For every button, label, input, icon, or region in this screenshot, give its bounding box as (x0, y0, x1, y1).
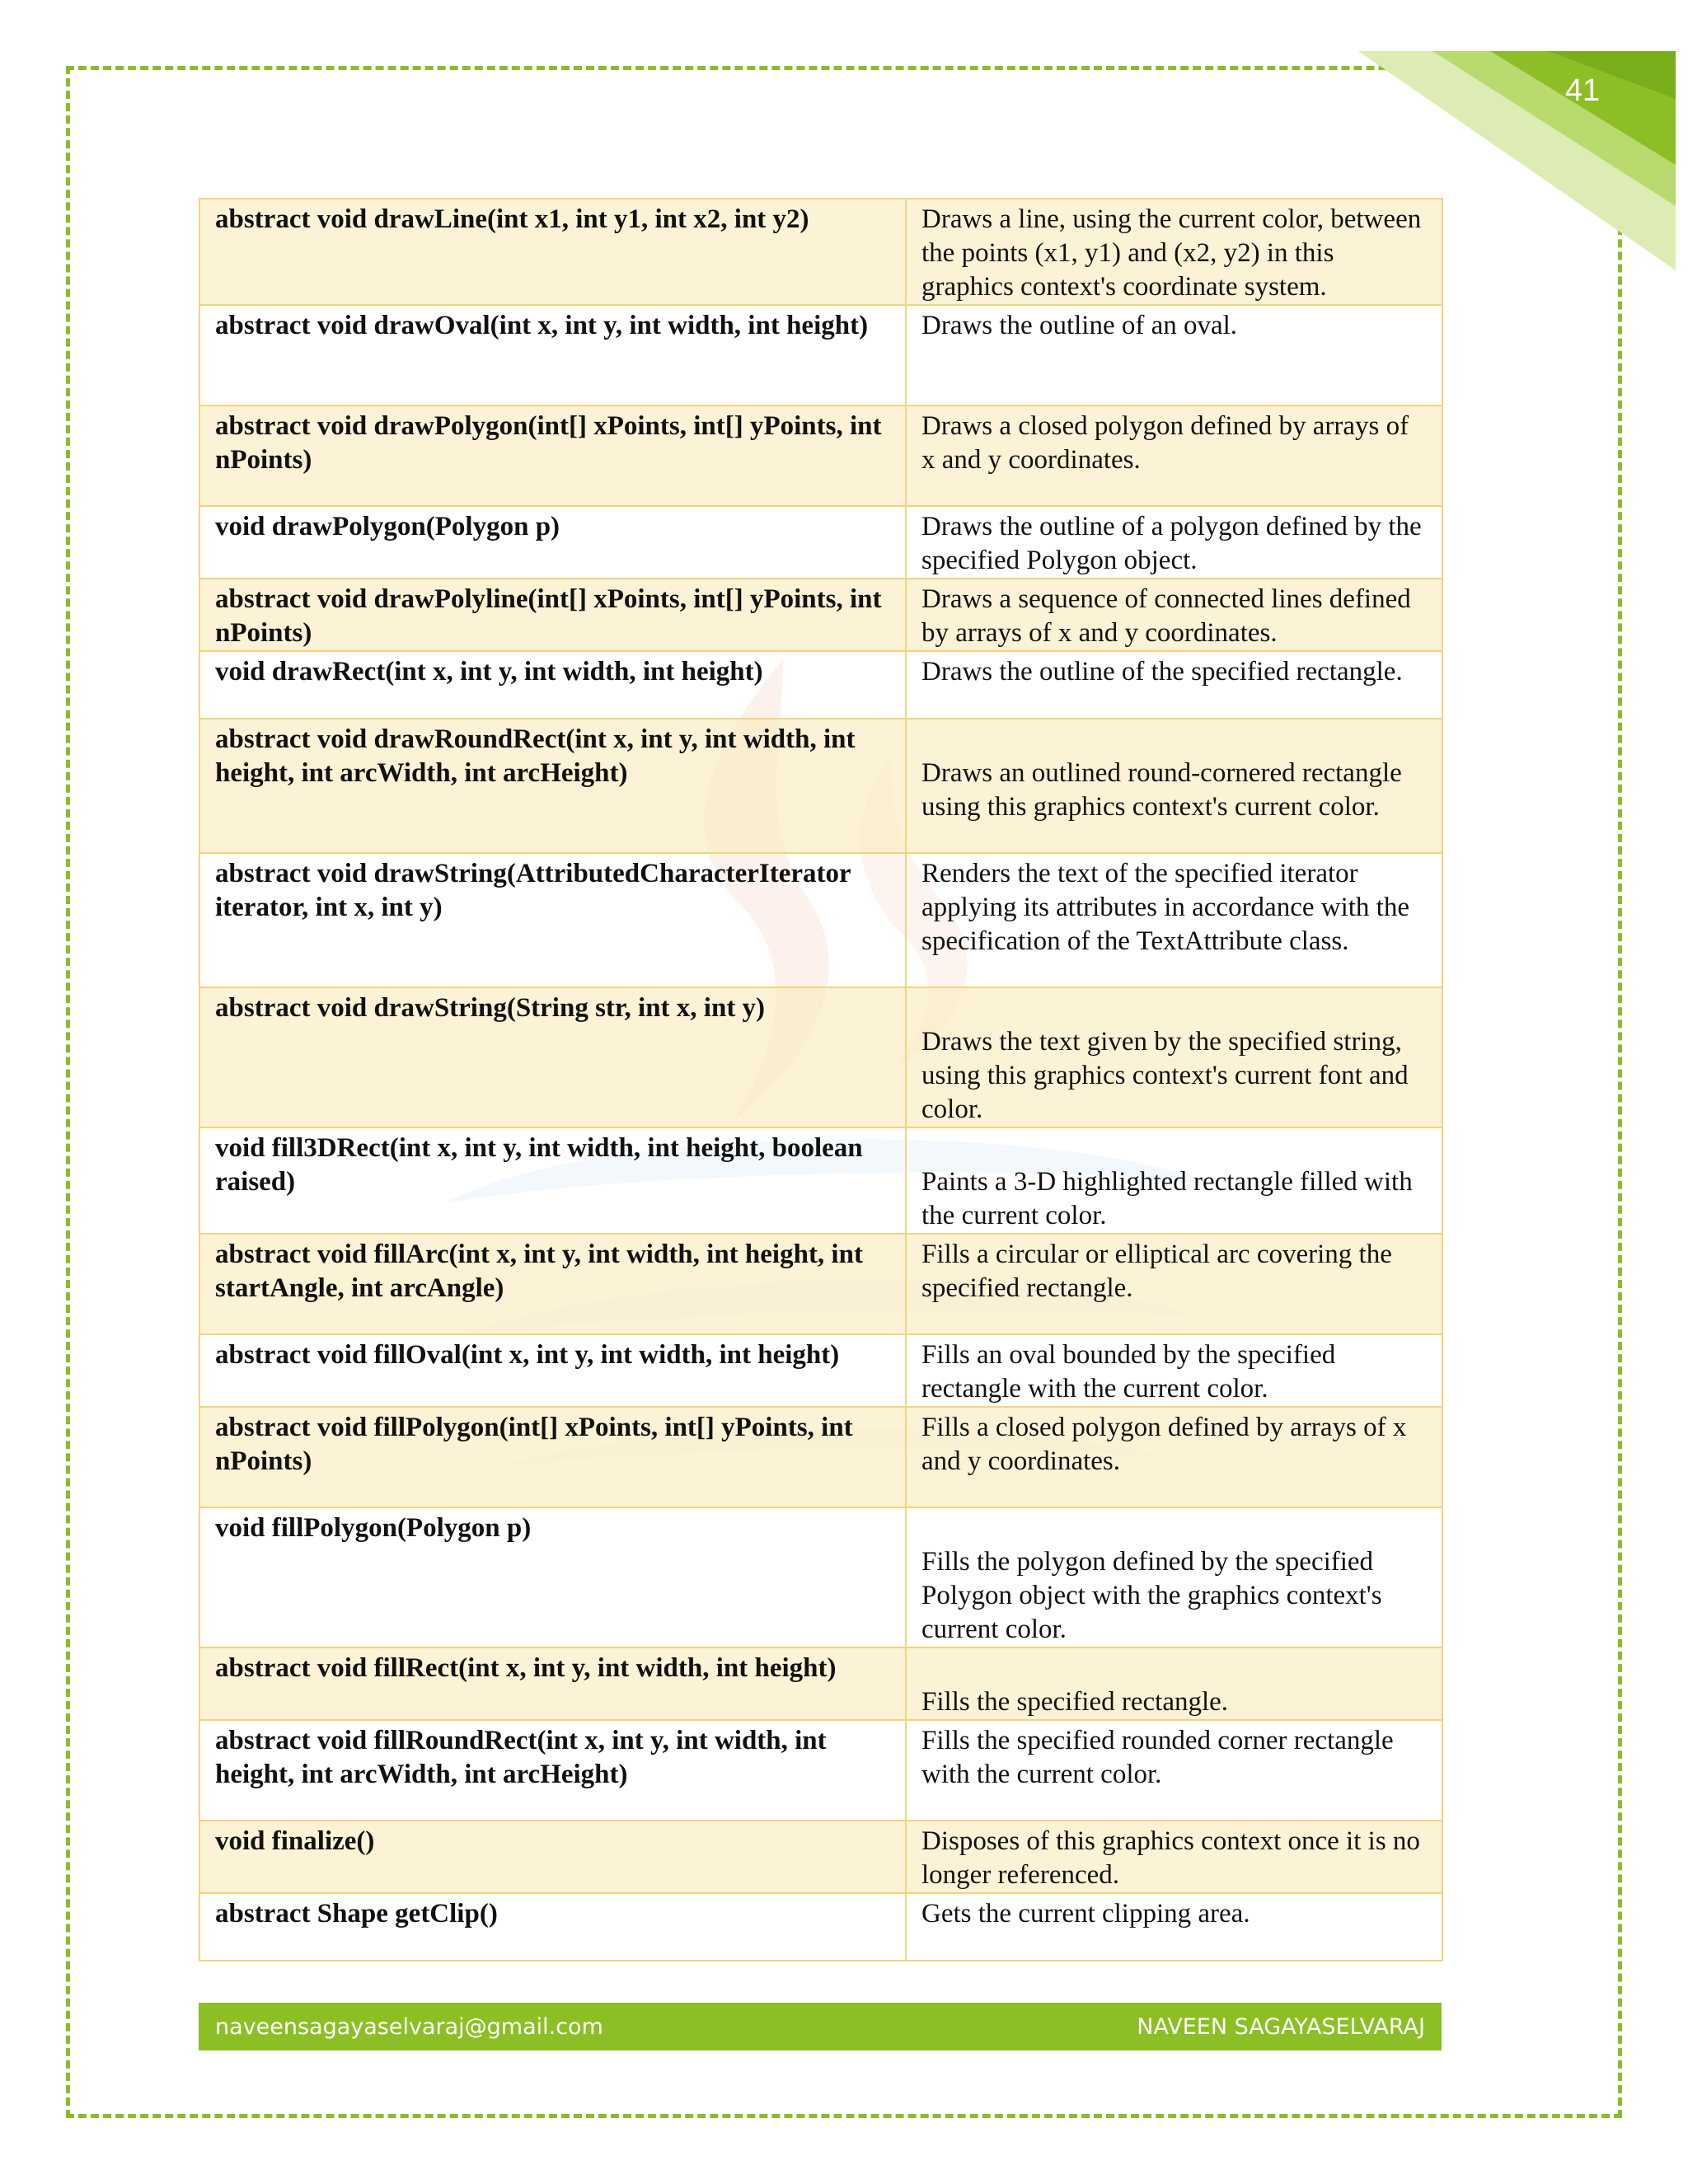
method-description: Gets the current clipping area. (906, 1893, 1442, 1961)
table-row (199, 1893, 1442, 1961)
method-signature: abstract void fillPolygon(int[] xPoints, int[] yPoints, int nPoints) (199, 1407, 906, 1507)
footer-email: naveensagayaselvaraj@gmail.com (215, 2013, 603, 2040)
table-row (199, 987, 1442, 1127)
method-description-text: Fills the specified rectangle. (921, 1687, 1229, 1717)
table-row (199, 1647, 1442, 1720)
method-description (906, 1127, 1442, 1234)
method-description: Draws the outline of the specified rectangle. (906, 651, 1442, 719)
method-description-text: Draws the text given by the specified string, using this graphics context's current font and color. (921, 1027, 1409, 1124)
method-description: Draws the outline of a polygon defined by the specified Polygon object. (906, 506, 1442, 579)
method-signature: abstract void fillOval(int x, int y, int width, int height) (199, 1334, 906, 1407)
method-description (906, 1507, 1442, 1647)
table-row (199, 579, 1442, 651)
table-row (199, 719, 1442, 853)
method-description: Draws a sequence of connected lines defined by arrays of x and y coordinates. (906, 579, 1442, 651)
method-signature: abstract Shape getClip() (199, 1893, 906, 1961)
method-description: Renders the text of the specified iterator applying its attributes in accordance with the specification of the TextAttribute class. (906, 853, 1442, 987)
method-description-text: Draws an outlined round-cornered rectangle using this graphics context's current color. (921, 758, 1402, 822)
method-description: Fills an oval bounded by the specified rectangle with the current color. (906, 1334, 1442, 1407)
table-row (199, 1720, 1442, 1821)
method-description-text: Paints a 3-D highlighted rectangle filled with the current color. (921, 1167, 1413, 1230)
table-row (199, 199, 1442, 305)
method-signature: abstract void drawOval(int x, int y, int width, int height) (199, 305, 906, 405)
table-row (199, 651, 1442, 719)
table-row (199, 1334, 1442, 1407)
table-row (199, 506, 1442, 579)
method-description: Draws the outline of an oval. (906, 305, 1442, 405)
table-row (199, 305, 1442, 405)
method-description: Draws a closed polygon defined by arrays of x and y coordinates. (906, 405, 1442, 506)
method-signature: void drawPolygon(Polygon p) (199, 506, 906, 579)
method-description: Draws a line, using the current color, between the points (x1, y1) and (x2, y2) in this graphics context's coordinate system. (906, 199, 1442, 305)
method-description: Disposes of this graphics context once it is no longer referenced. (906, 1821, 1442, 1893)
method-signature: abstract void drawRoundRect(int x, int y, int width, int height, int arcWidth, int arcHeight) (199, 719, 906, 853)
page-number: 41 (1564, 73, 1601, 108)
method-signature: abstract void fillRect(int x, int y, int width, int height) (199, 1647, 906, 1720)
method-signature: abstract void fillArc(int x, int y, int width, int height, int startAngle, int arcAngle) (199, 1234, 906, 1334)
method-signature: abstract void fillRoundRect(int x, int y, int width, int height, int arcWidth, int arcHeight) (199, 1720, 906, 1821)
method-description: Fills a circular or elliptical arc covering the specified rectangle. (906, 1234, 1442, 1334)
table-row (199, 405, 1442, 506)
table-row (199, 1127, 1442, 1234)
method-signature: abstract void drawLine(int x1, int y1, int x2, int y2) (199, 199, 906, 305)
method-signature: abstract void drawString(AttributedCharacterIterator iterator, int x, int y) (199, 853, 906, 987)
method-signature: void finalize() (199, 1821, 906, 1893)
method-description (906, 987, 1442, 1127)
method-signature: abstract void drawPolygon(int[] xPoints, int[] yPoints, int nPoints) (199, 405, 906, 506)
method-signature: abstract void drawString(String str, int x, int y) (199, 987, 906, 1127)
table-row (199, 1507, 1442, 1647)
method-description: Fills a closed polygon defined by arrays of x and y coordinates. (906, 1407, 1442, 1507)
method-signature: abstract void drawPolyline(int[] xPoints, int[] yPoints, int nPoints) (199, 579, 906, 651)
method-description (906, 1647, 1442, 1720)
footer-author: NAVEEN SAGAYASELVARAJ (1137, 2013, 1425, 2040)
table-row (199, 1234, 1442, 1334)
table-row (199, 1821, 1442, 1893)
method-signature: void fill3DRect(int x, int y, int width, int height, boolean raised) (199, 1127, 906, 1234)
footer-bar (199, 2003, 1442, 2050)
table-row (199, 853, 1442, 987)
method-signature: void fillPolygon(Polygon p) (199, 1507, 906, 1647)
method-description-text: Fills the polygon defined by the specified Polygon object with the graphics context's current color. (921, 1547, 1382, 1644)
method-table (199, 198, 1443, 1961)
method-description (906, 719, 1442, 853)
method-signature: void drawRect(int x, int y, int width, int height) (199, 651, 906, 719)
table-row (199, 1407, 1442, 1507)
method-description: Fills the specified rounded corner rectangle with the current color. (906, 1720, 1442, 1821)
